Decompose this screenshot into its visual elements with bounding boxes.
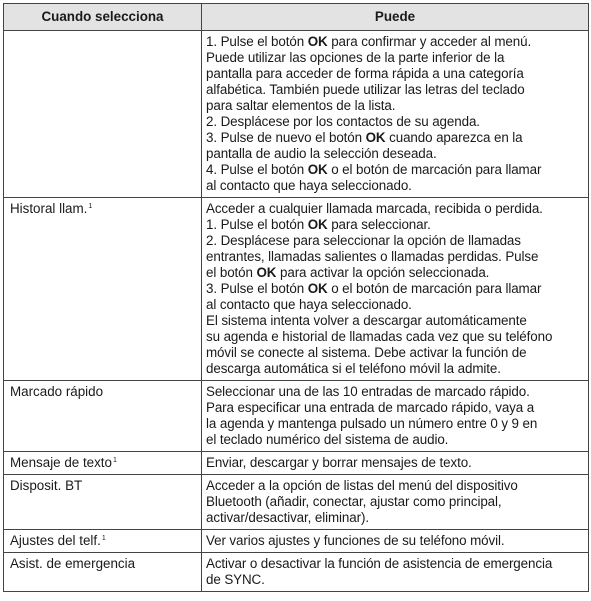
row-description: [202, 198, 589, 381]
row-label: [4, 452, 202, 475]
description-line: la agenda y mantenga pulsado un número entre 0 y 9 en: [206, 416, 538, 431]
description-line: Bluetooth (añadir, conectar, ajustar como principal,: [206, 494, 502, 509]
description-line: 3. Pulse el botón OK o el botón de marcación para llamar: [206, 281, 542, 296]
description-line: Puede utilizar las opciones de la parte inferior de la: [206, 50, 505, 65]
description-line: móvil se conecte al sistema. Debe activar la función de: [206, 345, 527, 360]
description-line: su agenda e historial de llamadas cada vez que su teléfono: [206, 329, 553, 344]
row-label-text: Historal llam.: [10, 201, 88, 216]
ok-key-label: OK: [365, 130, 386, 145]
description-line: de SYNC.: [206, 572, 265, 587]
header-cuando-selecciona: Cuando selecciona: [4, 4, 202, 31]
description-line: para saltar elementos de la lista.: [206, 98, 396, 113]
footnote-marker: 1: [88, 202, 93, 210]
row-description: [202, 553, 589, 592]
description-line: descarga automática si el teléfono móvil la admite.: [206, 361, 501, 376]
description-line: Seleccionar una de las 10 entradas de marcado rápido.: [206, 384, 530, 399]
ok-key-label: OK: [307, 34, 328, 49]
row-description: [202, 475, 589, 530]
table-row: [4, 452, 589, 475]
description-line: El sistema intenta volver a descargar automáticamente: [206, 313, 527, 328]
table-row: [4, 381, 589, 452]
row-description: [202, 452, 589, 475]
row-label-text: Marcado rápido: [10, 384, 104, 399]
ok-key-label: OK: [256, 265, 277, 280]
description-line: Acceder a la opción de listas del menú del dispositivo: [206, 478, 518, 493]
table-row: [4, 553, 589, 592]
ok-key-label: OK: [307, 217, 328, 232]
description-line: 2. Desplácese para seleccionar la opción de llamadas: [206, 233, 521, 248]
header-row: [4, 4, 589, 31]
description-line: 3. Pulse de nuevo el botón OK cuando aparezca en la: [206, 130, 523, 145]
row-description: [202, 381, 589, 452]
header-puede: Puede: [202, 4, 589, 31]
footnote-marker: 1: [101, 534, 106, 542]
description-line: al contacto que haya seleccionado.: [206, 297, 412, 312]
description-line: 1. Pulse el botón OK para seleccionar.: [206, 217, 431, 232]
ok-key-label: OK: [307, 162, 328, 177]
description-line: 2. Desplácese por los contactos de su agenda.: [206, 114, 480, 129]
description-line: pantalla de audio la selección deseada.: [206, 146, 437, 161]
row-label: [4, 31, 202, 198]
description-line: 1. Pulse el botón OK para confirmar y acceder al menú.: [206, 34, 532, 49]
row-label: [4, 198, 202, 381]
description-line: pantalla para acceder de forma rápida a una categoría: [206, 66, 524, 81]
row-label: [4, 553, 202, 592]
description-line: alfabética. También puede utilizar las letras del teclado: [206, 82, 525, 97]
description-line: Ver varios ajustes y funciones de su teléfono móvil.: [206, 533, 505, 548]
table-row: [4, 198, 589, 381]
row-label-text: Ajustes del telf.: [10, 533, 101, 548]
description-line: el botón OK para activar la opción seleccionada.: [206, 265, 490, 280]
row-label: [4, 530, 202, 553]
table-row: [4, 31, 589, 198]
row-description: [202, 530, 589, 553]
row-label: [4, 381, 202, 452]
description-line: activar/desactivar, eliminar).: [206, 510, 369, 525]
table-row: [4, 475, 589, 530]
table-row: [4, 530, 589, 553]
description-line: Activar o desactivar la función de asistencia de emergencia: [206, 556, 553, 571]
description-line: entrantes, llamadas salientes o llamadas perdidas. Pulse: [206, 249, 539, 264]
row-description: [202, 31, 589, 198]
features-table: [3, 3, 589, 592]
description-line: Enviar, descargar y borrar mensajes de texto.: [206, 455, 472, 470]
description-line: el teclado numérico del sistema de audio.: [206, 432, 449, 447]
description-line: al contacto que haya seleccionado.: [206, 178, 412, 193]
description-line: Acceder a cualquier llamada marcada, recibida o perdida.: [206, 201, 543, 216]
row-label: [4, 475, 202, 530]
description-line: Para especificar una entrada de marcado rápido, vaya a: [206, 400, 535, 415]
footnote-marker: 1: [112, 456, 117, 464]
description-line: 4. Pulse el botón OK o el botón de marcación para llamar: [206, 162, 542, 177]
row-label-text: Mensaje de texto: [10, 455, 112, 470]
row-label-text: Asist. de emergencia: [10, 556, 136, 571]
ok-key-label: OK: [307, 281, 328, 296]
row-label-text: Disposit. BT: [10, 478, 83, 493]
